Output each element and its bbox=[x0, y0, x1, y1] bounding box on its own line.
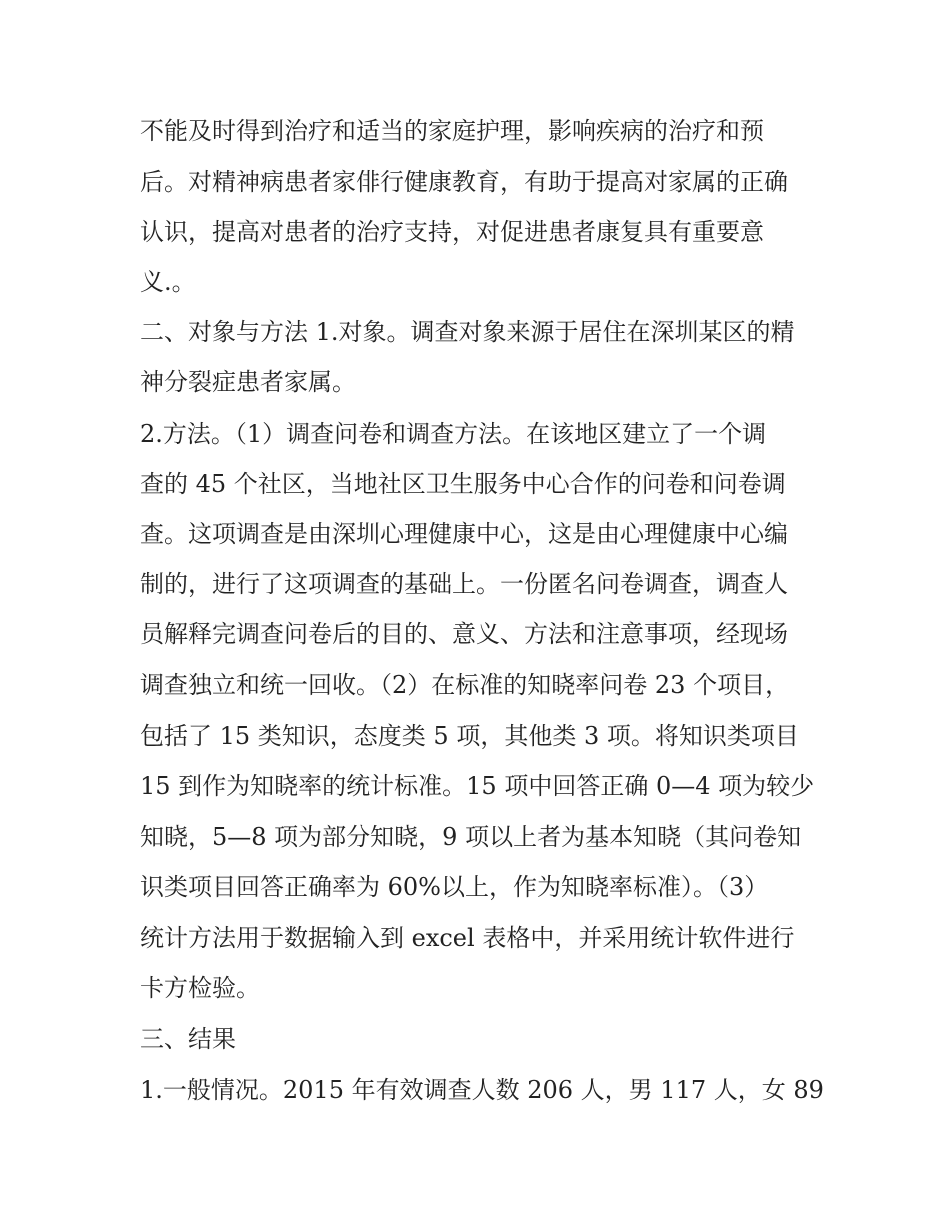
text-line: 义.。 bbox=[140, 268, 196, 296]
text-line: 员解释完调查问卷后的目的、意义、方法和注意事项，经现场 bbox=[140, 620, 788, 648]
text-line: 不能及时得到治疗和适当的家庭护理，影响疾病的治疗和预 bbox=[140, 117, 764, 145]
text-line: 包括了 15 类知识，态度类 5 项，其他类 3 项。将知识类项目 bbox=[140, 722, 799, 750]
section-heading-line: 二、对象与方法 1.对象。调查对象来源于居住在深圳某区的精 bbox=[140, 318, 795, 346]
text-line: 1.一般情况。2015 年有效调查人数 206 人，男 117 人，女 89 bbox=[140, 1076, 824, 1104]
text-line: 认识，提高对患者的治疗支持，对促进患者康复具有重要意 bbox=[140, 218, 764, 246]
text-line: 统计方法用于数据输入到 excel 表格中，并采用统计软件进行 bbox=[140, 924, 795, 952]
text-line: 知晓，5—8 项为部分知晓，9 项以上者为基本知晓（其问卷知 bbox=[140, 823, 802, 851]
text-line: 2.方法。（1）调查问卷和调查方法。在该地区建立了一个调 bbox=[140, 420, 767, 448]
text-line: 识类项目回答正确率为 60%以上，作为知晓率标准）。（3） bbox=[140, 873, 769, 901]
text-line: 卡方检验。 bbox=[140, 974, 260, 1002]
text-line: 神分裂症患者家属。 bbox=[140, 368, 356, 396]
text-line: 制的，进行了这项调查的基础上。一份匿名问卷调查，调查人 bbox=[140, 570, 788, 598]
text-line: 调查独立和统一回收。（2）在标准的知晓率问卷 23 个项目， bbox=[140, 671, 790, 699]
section-heading-line: 三、结果 bbox=[140, 1025, 236, 1053]
text-line: 查。这项调查是由深圳心理健康中心，这是由心理健康中心编 bbox=[140, 520, 788, 548]
text-line: 后。对精神病患者家俳行健康教育，有助于提高对家属的正确 bbox=[140, 168, 788, 196]
text-line: 查的 45 个社区，当地社区卫生服务中心合作的问卷和问卷调 bbox=[140, 470, 786, 498]
text-line: 15 到作为知晓率的统计标准。15 项中回答正确 0—4 项为较少 bbox=[140, 772, 815, 800]
